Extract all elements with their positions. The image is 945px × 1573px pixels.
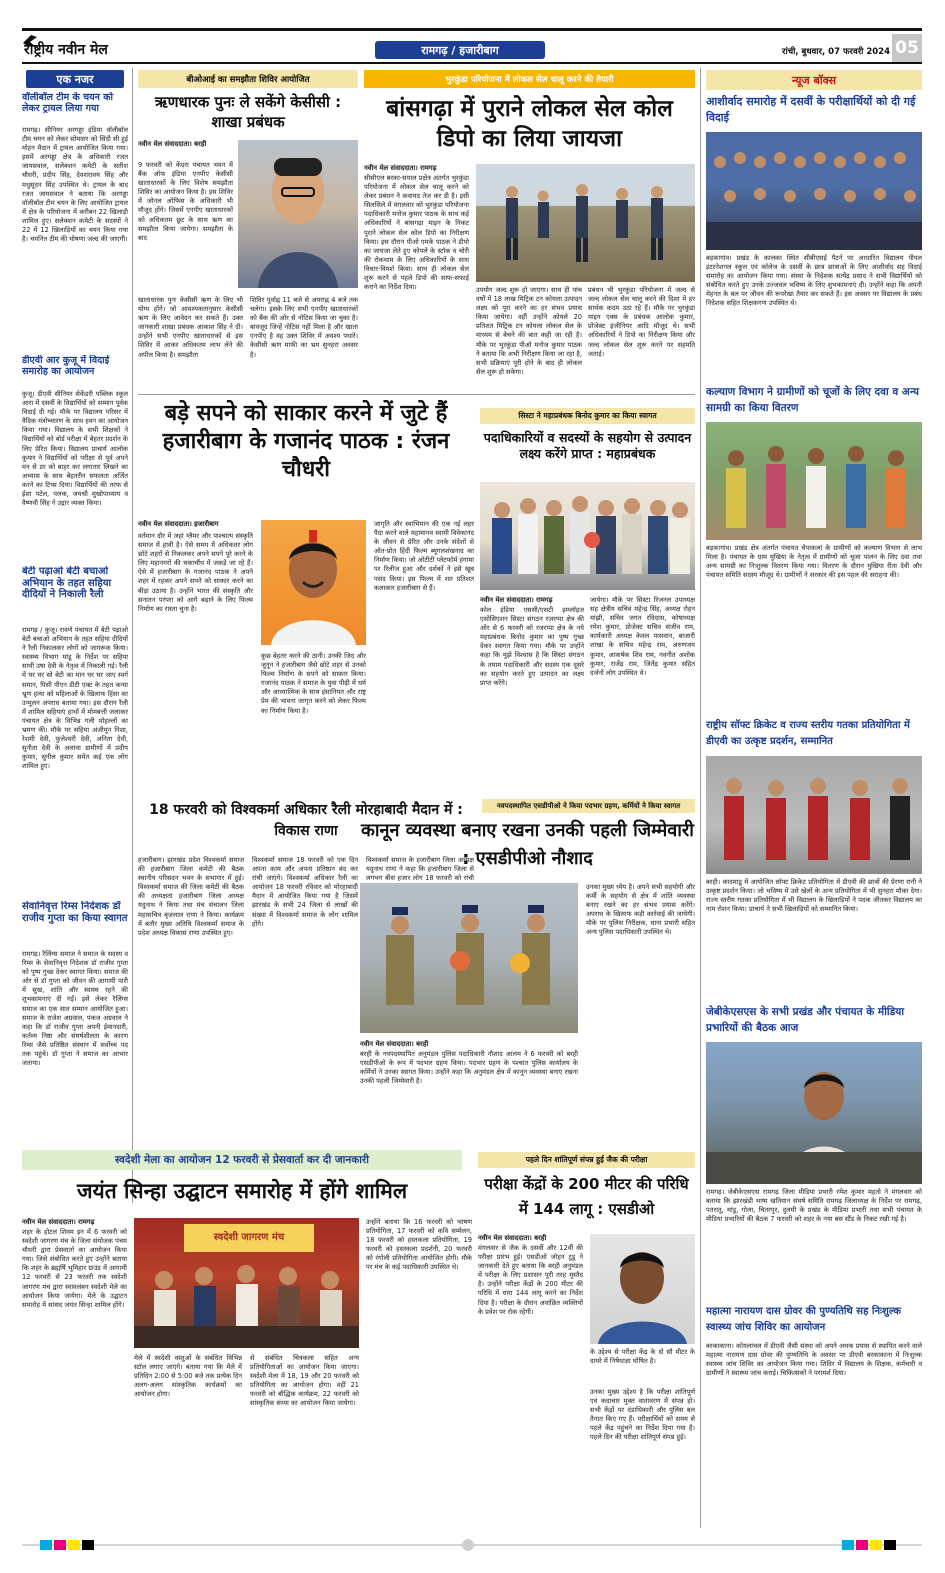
masthead-top-rule [22, 28, 922, 31]
swatch-yellow [68, 1540, 80, 1550]
swadeshi-press-meet-photo [134, 1218, 359, 1348]
bhurkunda-body-mid: उपयोग जल्द शुरू हो जाएगा। साथ ही पांच वर्षों में 18 लाख मिट्रिक टन कोयला उत्पादन लक्ष्य को पूरा करने का हर संभव प्रयास किया जायेगा। वहीं उन्होंने कोयले 20 प्रतिशत मिट्रिक टन कोयला लोकल सेल के माध्यम से बेचने की बात कही जा रही है। मौके पर भुरकुंडा पीओ मनोज कुमार पाठक ने बताया कि अभी निरीक्षण किया जा रहा है, सभी प्रक्रियाएं पूरी होने के बाद ही लोकल सेल शुरू हो सकेगा। [476, 286, 582, 376]
news-box-item-1-body: बड़कागांव। प्रखंड के कालका स्थित सीबीएसई पैटर्न पर आधारित विद्यालय पीपल इंटरनेशनल स्कूल एवं कॉलेज के दसवीं के छात्र छात्राओं के लिए आशीर्वाद सह विदाई समारोह का आयोजन किया गया। संस्था के निदेशक सत्येंद्र प्रसाद ने सभी विद्यार्थियों को संबोधित करते हुए उनके उज्जवल भविष्य के लिए शुभकामनाएं दी। उन्होंने कहा कि अपनी मेहनत के बल पर जीवन की रूपरेखा तैयार कर सकते हैं। इस अवसर पर विद्यालय के प्रबंध निदेशक सहित शिक्षकगण उपस्थित थे। [706, 254, 922, 308]
section-label: रामगढ़ / हजारीबाग [421, 43, 499, 57]
swadeshi-body-left: शहर के होटल शिवम इन में 6 फरवरी को स्वदेशी जागरण मंच के जिला संयोजक पंचम चौधरी द्वारा प्रेसवार्ता का आयोजन किया गया। जिसे संबोधित करते हुए उन्होंने बताया कि शहर के ब्रह्मर्षि भूमिहार ग्राउंड में आगामी 12 फरवरी से 23 फरवरी तक स्वदेशी जागरण मंच द्वारा स्वावलंबन स्वदेशी मेले का आयोजन किया जायेगा। मेले के उद्घाटन समारोह में सांसद जयंत सिन्हा शामिल होंगे। [22, 1228, 127, 1309]
ek-nazar-label: एक नजर [26, 70, 124, 88]
vishwakarma-body-mid: विश्वकर्मा समाज 18 फरवरी को एक दिन अपना काम और अपना प्रतिष्ठान बंद कर रांची जाएंगे। विश्वकर्मा अधिकार रैली का आयोजन 18 फरवरी रविवार को मोरहाबादी मैदान में आयोजित किया गया है जिसमें झारखंड के सभी 24 जिला से लाखों की संख्या में विश्वकर्मा समाज के लोग शामिल होंगे। [252, 856, 358, 928]
sista-headline: पदाधिकारियों व सदस्यों के सहयोग से उत्पादन लक्ष्य करेंगे प्राप्त : महाप्रबंधक [483, 430, 692, 461]
masthead [0, 0, 945, 70]
swatch-cyan-2 [842, 1540, 854, 1550]
swatch-group-left [40, 1540, 100, 1550]
ranjan-chaudhary-photo [261, 520, 366, 645]
gajanand-article [138, 400, 474, 795]
sdpo-body-right: उनका मुख्य ध्येय है। अपने सभी सहयोगी और कर्मी के सहयोग से क्षेत्र में शांति व्यवस्था बनाए रखने का हर संभव प्रयास करेंगे। अपराध के खिलाफ कड़ी कार्रवाई की जायेगी। मौके पर पुलिस निरीक्षक, थाना प्रभारी सहित अन्य पुलिस पदाधिकारी उपस्थित थे। [586, 883, 695, 937]
news-box-item-2-body: बड़कागांव। प्रखंड क्षेत्र अंतर्गत पंचायत चेपाकलां के ग्रामीणों को कल्याण विभाग से लाभ मिला है। पंचायत के ग्राम मुखिया के नेतृत्व में ग्रामीणों को चूजा पालन के लिए दवा तथा अन्य सामग्री का निःशुल्क वितरण किया गया। वितरण के दौरान मुखिया रीता देवी और पंचायत समिति सदस्य मौजूद थे। ग्रामीणों ने सरकार की इस पहल की सराहना की। [706, 544, 922, 580]
swadeshi-headline: जयंत सिन्हा उद्घाटन समारोह में होंगे शामिल [76, 1179, 408, 1203]
registration-target-icon [462, 1539, 474, 1551]
page-number: 05 [892, 34, 922, 62]
coal-depot-inspection-photo [476, 164, 695, 282]
jbkss-media-in-charge-photo [706, 1042, 922, 1184]
exam-photo-caption: के उद्देश्य से परीक्षा केंद्र के दो सौ मीटर के दायरे में निषेधाज्ञा घोषित है। [590, 1348, 695, 1366]
sista-kicker: सिस्टा ने महाप्रबंधक बिनोद कुमार का किया स्वागत [480, 408, 695, 424]
sista-body-right: जायेगा। मौके पर सिस्टा रिजनल उपाध्यक्ष सह क्षेत्रीय सचिव महेन्द्र सिंह, अध्यक्ष रोहन मांझी, सचिव जगत रविदास, कोषाध्यक्ष रमेश कुमार, प्रोजेक्ट सचिव संजीव राम, कार्यकारी अध्यक्ष केवल पासवान, बाजारी शाखा के सचिव महेन्द्र राम, अरुणजय कुमार, आकर्षक शिव राम, नवनीत अशोक कुमार, राजेंद्र राम, जितेंद्र कुमार सहित दर्जनों लोग उपस्थित थे। [590, 596, 695, 677]
boi-body-right: शिविर पूर्वाह्न 11 बजे से अपराह्न 4 बजे तक चलेगा। इसके लिए सभी एनपीए खाताधारकों को बैंक की ओर से नोटिस किया जा चुका है। बावजूद जिन्हें नोटिस नहीं मिला है और खाता एनपीए है वह उक्त शिविर में अवश्य पधारें। केसीसी ऋण माफी का भ्रम सुनहरा अवसर है। [250, 296, 358, 359]
paper-name: राष्ट्रीय नवीन मेल [24, 42, 108, 58]
sdpo-headline: कानून व्यवस्था बनाए रखना उनकी पहली जिम्मेवारी : एसडीपीओ नौशाद [361, 820, 694, 869]
gajanand-body-mid: कुछ बेहतर करने की ठानी। उनकी जिद और जुनून ने हजारीबाग जैसे छोटे शहर से उनको फिल्म निर्माण के सपने को साकार किया। गजानंद पाठक ने समाज के युवा पीढ़ी में धर्म और आध्यात्मिक के साथ इंसानियत और राष्ट्र प्रेम की भावना जागृत करने को लेकर फिल्म का निर्माण किया है। [261, 652, 366, 715]
swadeshi-byline: नवीन मेल संवाददाता। रामगढ़ [22, 1218, 95, 1226]
ek-nazar-item-2-head: डीएवी आर कुजू में विदाई समारोह का आयोजन [22, 355, 110, 377]
swatch-black [82, 1540, 94, 1550]
swadeshi-body-right: उन्होंने बताया कि 16 फरवरी को भाषण प्रतियोगिता, 17 फरवरी को कवि सम्मेलन, 18 फरवरी को हस्तकला प्रतियोगिता, 19 फरवरी को हस्तकला प्रदर्शनी, 20 फरवरी को रंगोली प्रतियोगिता आयोजित होगी। मौके पर मंच के कई पदाधिकारी उपस्थित थे। [366, 1218, 472, 1272]
news-box-column [706, 68, 922, 1528]
sdpo-byline: नवीन मेल संवाददाता। बरही [360, 1040, 429, 1048]
gajanand-body-left: वर्तमान दौर में जहां ग्लैमर और पाश्चात्य संस्कृति समाज में हावी है। ऐसे समय में अधिकतर लोग छोटे शहरों से निकलकर अपने सपने पूरे करने के लिए महानगरों की चकाचौंध में जकड़े जा रहे हैं। ऐसे में हजारीबाग के गजानंद पाठक ने अपने शहर में रहकर अपने सपने को साकार करने का बीड़ा उठाया है। उन्होंने भारत की संस्कृति और सनातन परंपरा को आगे बढ़ाने के लिए फिल्म निर्माण का रास्ता चुना है। [138, 532, 253, 613]
sdpo-welcome-photo [360, 883, 578, 1033]
exam-kicker: पहले दिन शांतिपूर्ण संपन्न हुई जैक की परीक्षा [478, 1152, 695, 1168]
rule-under-top-row [138, 394, 695, 395]
news-box-item-3-body: बरही। कादमाडू में आयोजित सॉफ्ट क्रिकेट प्रतियोगिता में डीएवी की छात्रों की प्रेरणा रानी ने उत्कृष्ट प्रदर्शन किया। जो भविष्य में उसे खेलों के अन्य प्रतियोगिता में भी सुनहरा मौका देगा। राज्य स्तरीय गतका प्रतियोगिता में भी विद्यालय के खिलाड़ियों ने पदक जीतकर विद्यालय का नाम रोशन किया। प्राचार्य ने सभी खिलाड़ियों को सम्मानित किया। [706, 878, 922, 914]
sista-byline: नवीन मेल संवाददाता। रामगढ़ [480, 596, 553, 604]
swadeshi-kicker: स्वदेशी मेला का आयोजन 12 फरवरी से प्रेसवार्ता कर दी जानकारी [22, 1150, 462, 1170]
gajanand-body-right: जागृति और स्वाभिमान की एक नई लहर पैदा करने वाले महामानव स्वामी विवेकानंद के जीवन से प्रेरित और उनके संदेशों से ओत-प्रोत हिंदी फिल्म ब्यूगलशंखनाद का निर्माण किया। जो ओटीटी प्लेटफॉर्म हंगामा पर रिलीज हुआ और दर्शकों ने इसे खूब पसंद किया। इस फिल्म में शत प्रतिशत कलाकार हजारीबाग से हैं। [374, 520, 474, 592]
exam-byline: नवीन मेल संवाददाता। बरही [478, 1234, 547, 1242]
swatch-cyan [40, 1540, 52, 1550]
ek-nazar-item-3-body: रामगढ़ / कुजू। रावणे पंचायत में बेटी पढ़ाओ बेटी बचाओ अभियान के तहत सहिया दीदियों ने रैली निकालकर लोगों को जागरूक किया। स्वास्थ्य विभाग मांडू के निर्देश पर सहिया साथी उषा देवी के नेतृत्व में निकाली गई। रैली में घर घर सो बेटी का मान घर घर जाए स्वर्ग समान, पिसी पीएन डीटी एक्ट के तहत कन्या भ्रूण हत्या को महिलाओं के खिलाफ हिंसा का उन्मूलन अपराध बताया गया। इस दौरान रैली में शामिल सहियाएं हाथों में मोमबत्ती जलाकर पंचायत क्षेत्र के विभिन्न गली मोहल्लों का भ्रमण की। मौके पर सहिया अंजीमून निशा, रेशमी देवी, फुलेश्वरी देवी, अनिता देवी, सुनीता देवी के अलावा ग्रामीणों में प्रदीप कुमार, सुनील कुमार समेत कई एक लोग शामिल हुए। [22, 626, 128, 771]
bhurkunda-headline: बांसगढ़ा में पुराने लोकल सेल कोल डिपो का लिया जायजा [386, 96, 673, 152]
section-banner [375, 41, 545, 59]
swatch-group-right [842, 1540, 902, 1550]
cricket-winners-photo [706, 756, 922, 874]
exam-article [478, 1150, 695, 1530]
news-box-item-2-head: कल्याण विभाग ने ग्रामीणों को चूजों के लिए दवा व अन्य सामग्री का किया वितरण [706, 386, 920, 414]
news-box-item-3-head: राष्ट्रीय सॉफ्ट क्रिकेट व राज्य स्तरीय गतका प्रतियोगिता में डीएवी का उत्कृष्ट प्रदर्शन, सम्मानित [706, 720, 910, 747]
exam-body-left: मंगलवार से जैक के दसवीं और 12वीं की परीक्षा प्रारंभ हुई। एसडीओ जोहन टुडू ने जानकारी देते हुए बताया कि बरही अनुमंडल में परीक्षा के लिए प्रशासन पूरी तरह मुस्तैद है। उन्होंने परीक्षा केंद्रों के 200 मीटर की परिधि में धारा 144 लागू करने का निर्देश दिया है। परीक्षा के दौरान अवांछित व्यक्तियों के प्रवेश पर रोक रहेगी। [478, 1244, 583, 1316]
vishwakarma-headline: 18 फरवरी को विश्वकर्मा अधिकार रैली मोरहाबादी मैदान में : विकास राणा [149, 802, 463, 839]
news-box-item-4-head: जेबीकेएसएस के सभी प्रखंड और पंचायत के मीडिया प्रभारियों की बैठक आज [706, 1006, 905, 1034]
exam-headline: परीक्षा केंद्रों के 200 मीटर की परिधि में 144 लागू : एसडीओ [484, 1175, 689, 1218]
swadeshi-body-mid2: से संबंधित चित्रकला सहित अन्य प्रतियोगिताओं का आयोजन किया जाएगा। स्वदेशी मेला में 18, 19 और 20 फरवरी को प्रतियोगिता का आयोजन होगा। वहीं 21 फरवरी को बौद्धिक कार्यक्रम, 22 फरवरी को सांस्कृतिक संध्या का आयोजन किया जायेगा। [250, 1354, 359, 1408]
swadeshi-banner-text: स्वदेशी जागरण मंच [213, 1232, 285, 1243]
sista-body-left: कोल इंडिया एससी/एसटी इम्प्लॉइज एसोसिएशन सिस्टा संगठन रजरप्पा क्षेत्र की ओर से 6 फरवरी को रजरप्पा क्षेत्र के नये महाप्रबंधक बिनोद कुमार का पुष्प गुच्छ देकर स्वागत किया गया। मौके पर उन्होंने कहा कि मुझे विश्वास है कि सिस्टा संगठन के तमाम पदाधिकारी और सदस्य एक दूसरे का सहयोग करते हुए उत्पादन का लक्ष्य प्राप्त करेंगे। [480, 606, 584, 687]
news-box-item-5-head: महात्मा नारायण दास ग्रोवर की पुण्यतिथि सह निःशुल्क स्वास्थ्य जांच शिविर का आयोजन [706, 1306, 902, 1333]
swadeshi-article [22, 1150, 472, 1530]
column-rule-left [132, 68, 133, 1203]
sdo-photo [590, 1234, 695, 1344]
boi-kicker: बीओआई का समझौता शिविर आयोजित [138, 70, 358, 88]
exam-body-right: उनका मुख्य उद्देश्य है कि परीक्षा शांतिपूर्ण एवं कदाचार मुक्त वातावरण में संपन्न हो। सभी केंद्रों पर दंडाधिकारी और पुलिस बल तैनात किए गए हैं। परीक्षार्थियों को समय से पहले केंद्र पहुंचने का निर्देश दिया गया है। पहले दिन की परीक्षा शांतिपूर्ण संपन्न हुई। [590, 1388, 695, 1442]
boi-body-bottom: खाताधारक पुनः केसीसी ऋण के लिए भी योग्य होंगे। जो आवश्यकतानुसार केसीसी ऋण के लिए आवेदन कर सकते हैं। उक्त जानकारी शाखा प्रबंधक आकाश सिंह ने दी। उन्होंने सभी एनपीए खाताधारकों से इस शिविर में आकर अधिकतम लाभ लेने की अपील किया है। समझौता [138, 296, 243, 359]
print-registration-strip [22, 1538, 922, 1552]
bhurkunda-kicker: भुरकुंडा परियोजना में लोकल सेल चालू करने की तैयारी [364, 70, 695, 88]
sdpo-kicker: नवपदस्थापित एसडीपीओ ने किया पदभार ग्रहण, कर्मियों ने किया स्वागत [482, 799, 695, 813]
villagers-distribution-photo [706, 422, 922, 540]
news-box-item-1-head: आशीर्वाद समारोह में दसवीं के परीक्षार्थियों को दी गई विदाई [706, 95, 916, 124]
swatch-black-2 [884, 1540, 896, 1550]
swatch-magenta-2 [856, 1540, 868, 1550]
boi-byline: नवीन मेल संवाददाता। बरही [138, 140, 207, 148]
sdpo-article [360, 795, 695, 1140]
gajanand-byline: नवीन मेल संवाददाता। हजारीबाग [138, 520, 219, 528]
ek-nazar-item-4-body: रामगढ़। रैलिंग्स समाज ने समाज के सदस्य व रिम्स के सेवानिवृत्त निदेशक डॉ राजीव गुप्ता को पुष्प गुच्छ देकर स्वागत किया। समाज की ओर से डॉ गुप्ता को जीवन की आगामी पारी में सुख, शांति और स्वास्थ रहने की शुभकामनाएं दी गईं। इसे लेकर रैलिंग्स समाज का एक सात सम्मान आयोजित हुआ। समाज के राजेश अग्रवाल, पंकज अग्रवाल ने कहा कि डॉ राजीव गुप्ता अपनी ईमानदारी, कर्तव्य निष्ठा और संघर्षशीलता के कारण रिम्स जैसे प्रतिष्ठित संस्थान में सर्वोच्च पद तक पहुंचे। डॉ गुप्ता ने समाज का आभार जताया। [22, 950, 128, 1068]
news-box-item-5-body: बरकाकाना। कोयलांचल में डीएवी जैसी संस्था को अपने अथक प्रयास से स्थापित करने वाले महात्मा नारायण दास ग्रोवर की पुण्यतिथि के अवसर पर डीएवी बरकाकाना में निःशुल्क स्वास्थ्य जांच शिविर का आयोजन किया गया। शिविर में विद्यालय के शिक्षक, कर्मचारी व ग्रामीणों ने स्वास्थ्य जांच कराई। चिकित्सकों ने परामर्श दिया। [706, 1342, 922, 1378]
bhurkunda-byline: नवीन मेल संवाददाता। रामगढ़ [364, 164, 437, 172]
bhurkunda-body-left: सीसीएल बरका-सयाल प्रक्षेत्र अंतर्गत भुरकुंडा परियोजना में लोकल सेल चालू करने को लेकर प्रबंधन ने कवायद तेज कर दी है। इसी सिलसिले में मंगलवार को भुरकुंडा परियोजना पदाधिकारी मनोज कुमार पाठक के साथ कई अधिकारियों ने बांसगढ़ा माइन के निकट पुराने लोकल सेल कोल डिपो का निरीक्षण किया। इस दौरान पीओ एमके पाठक ने डीपो का जायजा लेते हुए कोयले के स्टॉक व चोरी की रोकथाम के लिए अधिकारियों के साथ विचार-विमर्श किया। साथ ही लोकल सेल शुरू करने से पहले डिपो की साफ-सफाई कराने का निर्देश दिया। [364, 174, 469, 292]
ek-nazar-item-1-body: रामगढ़। सीनियर अरगड्डा इंडिया वॉलीबॉल टीम चयन को लेकर सोमवार को सिंदी सी हुई मोहन मैदान में ट्रायल आयोजित किया गया। इसमें अरगड्डा क्षेत्र के अधिकारी रजत जायसवाल, सलेक्शन कमेटी के सतीश चौधरी, प्रदीप सिंह, देवशरावय सिंह और मधुसूदन सिंह उपस्थित थे। ट्रायल के बाद रजत जायसवाल ने बताया कि अरगड्डा वॉलीबॉल टीम चयन के लिए आयोजित ट्रायल में क्षेत्र के परियोजना में करीबन 22 खिलाड़ी शामिल हुए। सलेक्शन कमेटी के सदस्यों ने 22 में 12 खिलाड़ियों का चयन किया गया है। चयनित टीम की घोषणा जल्द की जाएगी। [22, 126, 128, 244]
gajanand-headline: बड़े सपने को साकार करने में जुटे हैं हजारीबाग के गजानंद पाठक : रंजन चौधरी [162, 401, 450, 482]
bhurkunda-article [364, 68, 695, 388]
column-rule-right [700, 68, 701, 1528]
swatch-magenta [54, 1540, 66, 1550]
gm-welcome-photo [480, 482, 695, 590]
boi-body-left: 9 फरवरी को केंदरा पंचायत भवन में बैंक ऑफ इंडिया एनपीए केसीसी खाताधारकों के लिए विशेष समझौता शिविर का आयोजन किया है। इस शिविर में जोनल ऑफिस के अधिकारी भी मौजूद होंगे। जिसमें एनपीए खाताधारकों को अधिकतम छूट के साथ ऋण का समझौता किया जायेगा। समझौता के बाद [138, 161, 233, 242]
boi-headline: ऋणधारक पुनः ले सकेंगे केसीसी : शाखा प्रबंधक [154, 93, 342, 131]
swadeshi-body-mid: मेले में स्वदेशी वस्तुओं के संबंधित विभिन्न स्टॉल लगाए जाएंगे। बताया गया कि मेले में प्रतिदिन 2:00 से 5:00 बजे तक प्रत्येक दिन अलग-अलग सांस्कृतिक कार्यक्रमों का आयोजन होगा। [134, 1354, 242, 1399]
ek-nazar-column [22, 68, 128, 1203]
vishwakarma-body-left: हजारीबाग। झारखंड प्रदेश विश्वकर्मा समाज की हजारीबाग जिला कमेटी की बैठक स्थानीय परिसदन भवन के सभागार में हुई। विश्वकर्मा समाज की जिला कमेटी की बैठक की अध्यक्षता हजारीबाग जिला अध्यक्ष यदुनाथ ने किया तथा मंच संचालन जिला महासचिव बृजलाल राणा ने किया। कार्यक्रम में बतौर मुख्य अतिथि विश्वकर्मा समाज के प्रदेश अध्यक्ष विकास राणा उपस्थित हुए। [138, 856, 244, 937]
sdpo-body-left: बरही के नवपदस्थापित अनुमंडल पुलिस पदाधिकारी नौशाद आलम ने 6 फरवरी को बरही एसडीपीओ के रूप में पदभार ग्रहण किया। पदभार ग्रहण के पश्चात पुलिस कार्यालय के कर्मियों ने उनका स्वागत किया। उन्होंने कहा कि अनुमंडल क्षेत्र में कानून व्यवस्था बनाए रखना उनकी पहली जिम्मेवारी है। [360, 1050, 578, 1086]
ek-nazar-item-2-body: कुजू। डीएवी सीनियर सेकेंडरी पब्लिक स्कूल आरा में दसवीं के विद्यार्थियों को सम्मान पूर्वक विदाई दी गई। मौके पर विद्यालय परिसर में वैदिक मंत्रोच्चारण के साथ हवन का आयोजन किया गया। विद्यालय के सभी शिक्षकों ने विद्यार्थियों को बोर्ड परीक्षा में बेहतर प्रदर्शन के लिए प्रेरित किया। विद्यालय प्राचार्य आलोक कुमार ने विद्यार्थियों को परीक्षा से पूर्व अपने मन से डर को बाहर कर लगातार लिखने का अभ्यास के साथ बेहतरीन सफलता अर्जित करने का टिप्स दिया। विद्यार्थियों की तरफ से ईशा पटेल, पलक, जयश्री मुखोपाध्याय व वैष्णवी सिंह ने उद्गार व्यक्त किया। [22, 390, 128, 508]
vishwakarma-body-right: विश्वकर्मा समाज के हजारीबाग जिला अध्यक्ष यदुनाथ राणा ने कहा कि हजारीबाग जिला से लगभग बीस हजार लोग 18 फरवरी को रांची [366, 856, 474, 883]
dateline: रांची, बुधवार, 07 फरवरी 2024 [782, 47, 890, 57]
news-box-item-4-body: रामगढ़। जेबीकेएसएस रामगढ़ जिला मीडिया प्रभारी रमेश कुमार महतो ने मंगलवार को बताया कि झारखंडी भाषा खतियान संघर्ष समिति रामगढ़ जिलाध्यक्ष के निर्देश पर रामगढ़, पतरातू, मांडू, गोला, चितरपुर, दुलमी के प्रखंड के मीडिया प्रभारी तथा सभी पंचायत के मीडिया प्रभारियों की बैठक 7 फरवरी को शहर के नया बस स्टैंड के निकट रखी गई है। [706, 1188, 922, 1224]
news-box-label: न्यूज बॉक्स [706, 70, 922, 90]
swatch-yellow-2 [870, 1540, 882, 1550]
ek-nazar-item-3-head: बेटी पढ़ाओ बेटी बचाओ अभियान के तहत सहिया दीदियों ने निकाली रैली [22, 566, 112, 600]
masthead-bottom-rule [22, 62, 922, 64]
sista-article [480, 400, 695, 790]
farewell-students-photo [706, 132, 922, 250]
bank-manager-photo [238, 140, 358, 288]
ek-nazar-item-4-head: सेवानिवृत्त रिम्स निदेशक डॉ राजीव गुप्ता का किया स्वागत [22, 901, 128, 924]
bhurkunda-body-right: प्रबंधन भी भुरकुंडा परियोजना में जल्द से जल्द लोकल सेल चालू करने की दिशा में हर सार्थक कदम उठा रहे हैं। मौके पर भुरकुंडा माइन एक्स के प्रबंधक आलोक कुमार, प्रोजेक्ट इंजीनियर आदि मौजूद थे। सभी अधिकारियों ने डिपो का निरीक्षण किया और जल्द लोकल सेल शुरू करने पर सहमति जताई। [588, 286, 695, 358]
ek-nazar-item-1-head: वॉलीबॉल टीम के चयन को लेकर ट्रायल लिया गया [22, 92, 113, 114]
